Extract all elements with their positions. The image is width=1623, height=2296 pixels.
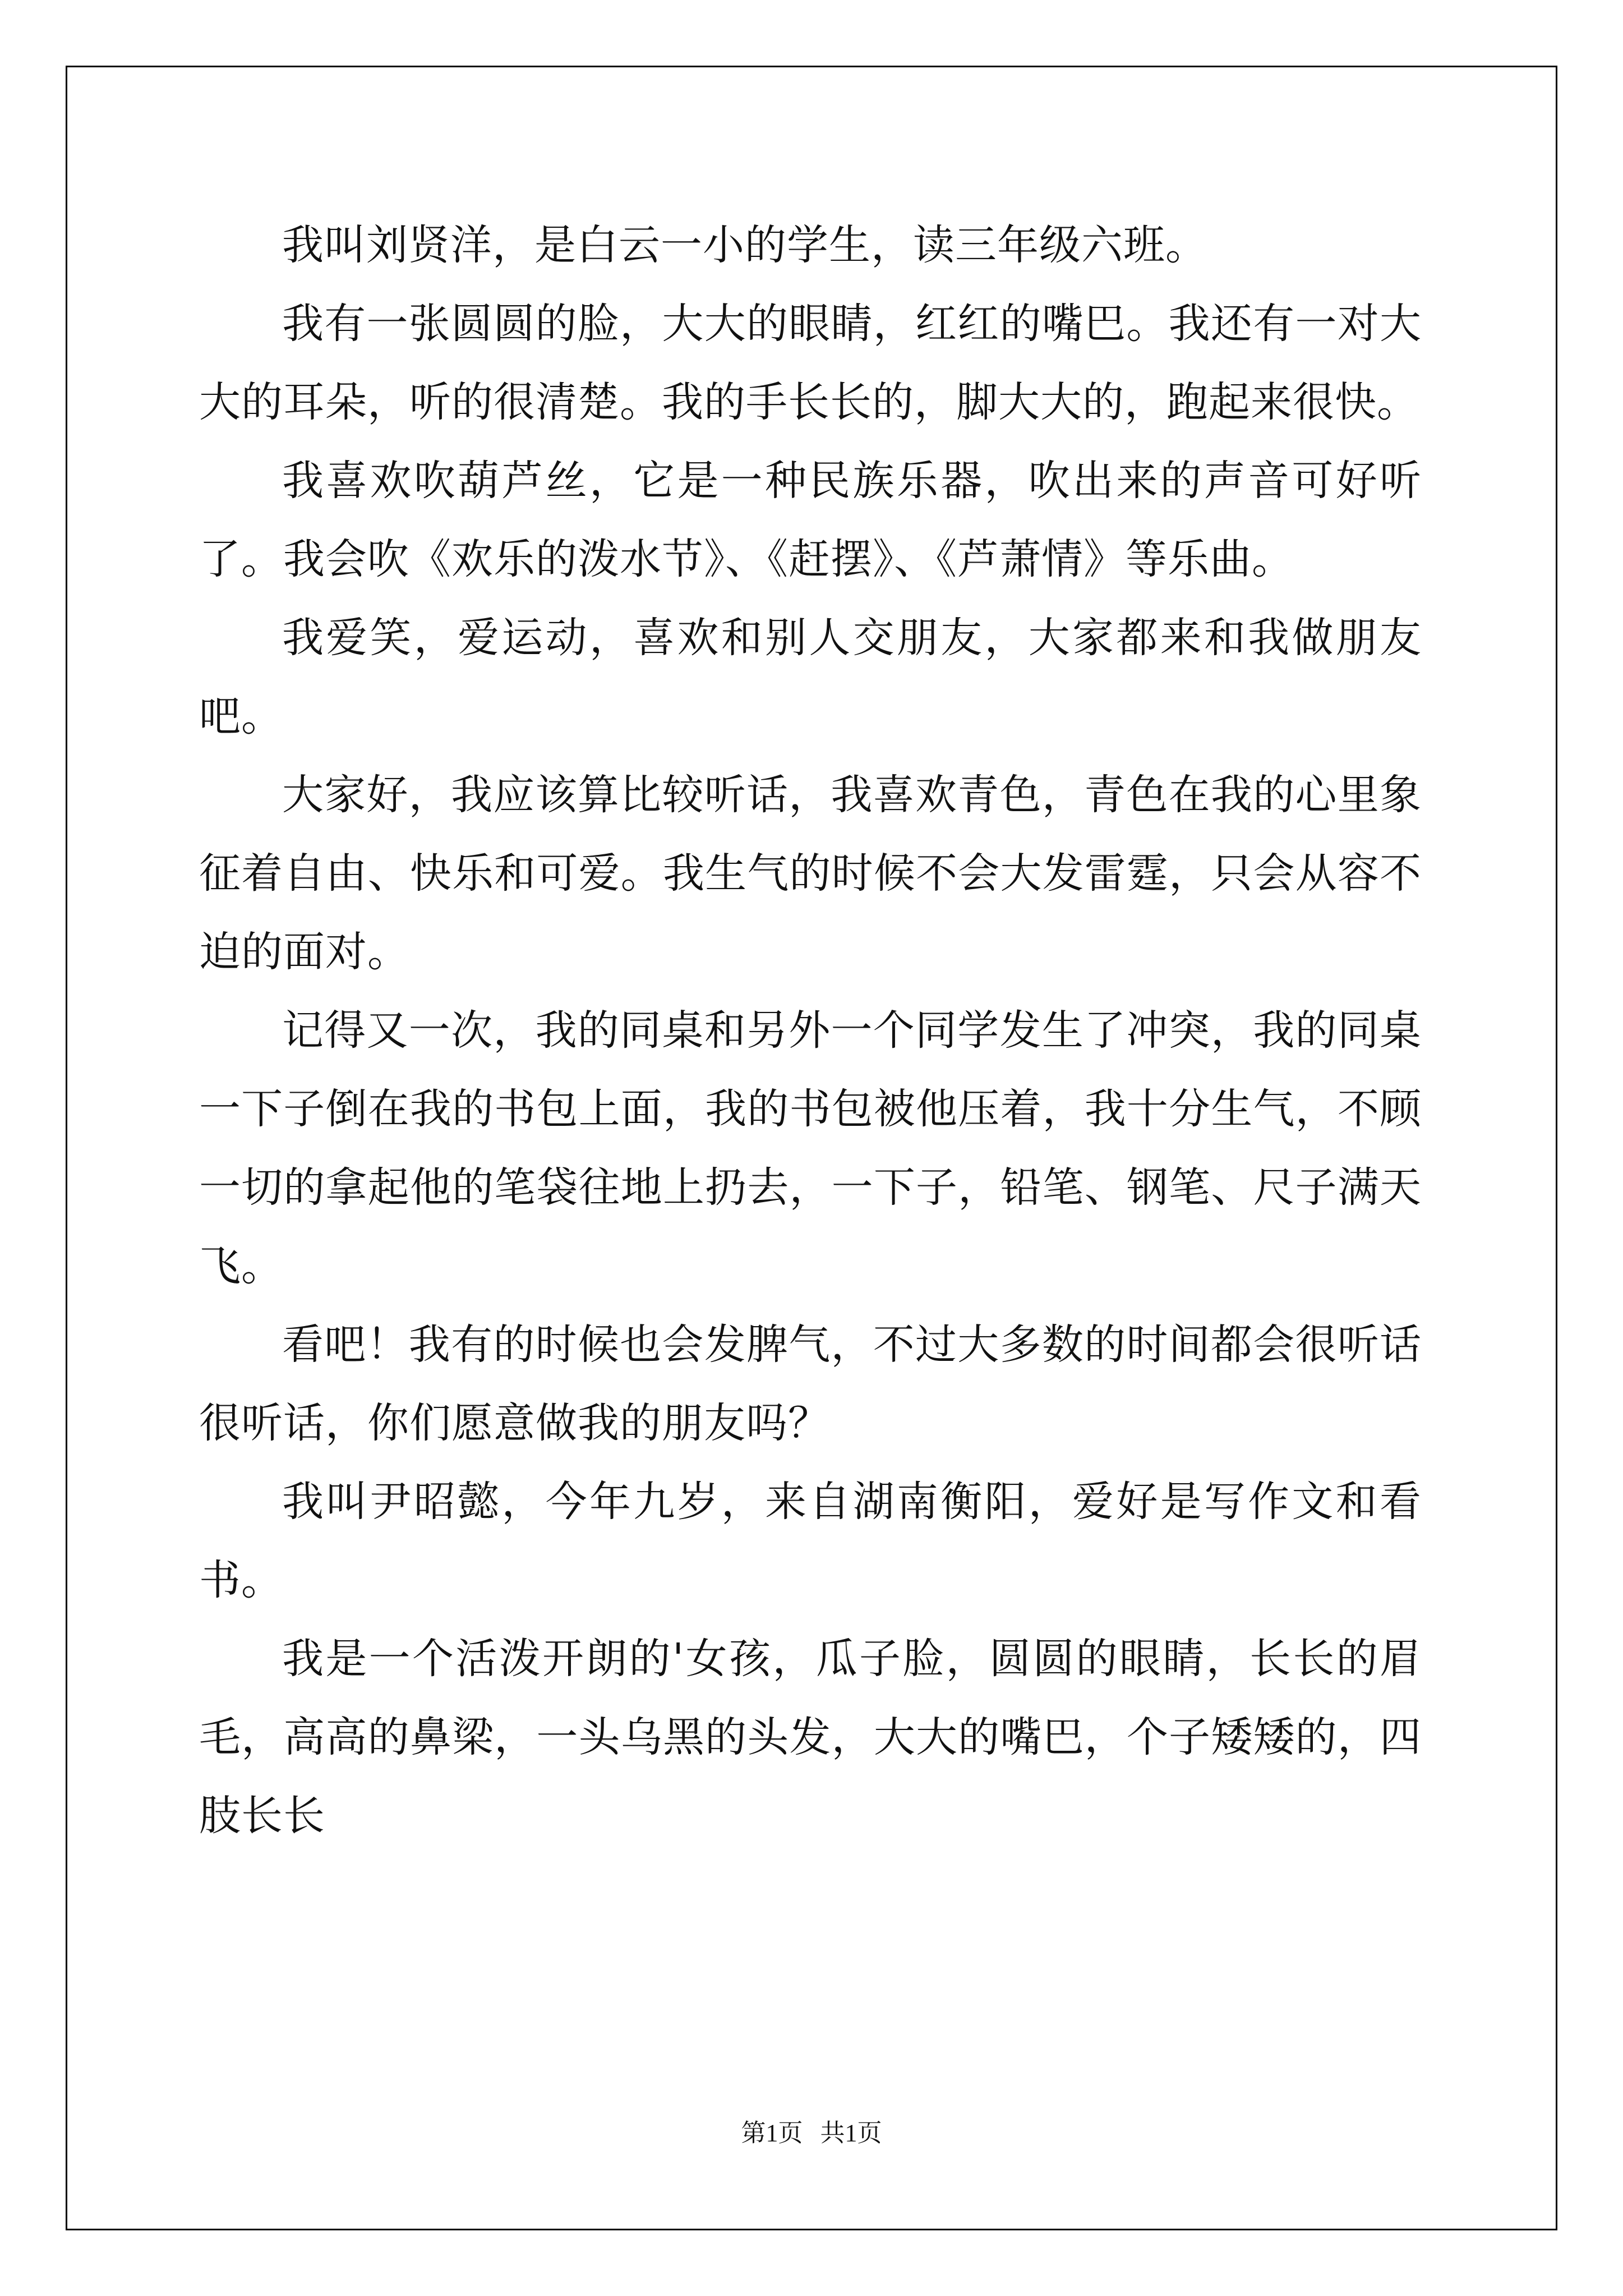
paragraph: 看吧！我有的时候也会发脾气，不过大多数的时间都会很听话很听话，你们愿意做我的朋友吗？ <box>199 1320 1422 1447</box>
page-footer <box>0 2118 1623 2149</box>
page-number-current: 第1页 <box>741 2119 803 2147</box>
paragraph: 我叫尹昭懿，今年九岁，来自湖南衡阳，爱好是写作文和看书。 <box>199 1478 1422 1604</box>
page-number-total: 共1页 <box>820 2119 882 2147</box>
paragraph: 大家好，我应该算比较听话，我喜欢青色，青色在我的心里象征着自由、快乐和可爱。我生气的时候不会大发雷霆，只会从容不迫的面对。 <box>199 771 1422 976</box>
paragraph: 我是一个活泼开朗的'女孩，瓜子脸，圆圆的眼睛，长长的眉毛，高高的鼻梁，一头乌黑的头发，大大的嘴巴，个子矮矮的，四肢长长 <box>199 1635 1422 1840</box>
document-body <box>199 206 1422 1855</box>
paragraph: 我叫刘贤洋，是白云一小的学生，读三年级六班。 <box>282 221 1207 269</box>
paragraph: 我有一张圆圆的脸，大大的眼睛，红红的嘴巴。我还有一对大大的耳朵，听的很清楚。我的手长长的，脚大大的，跑起来很快。 <box>199 300 1422 426</box>
paragraph: 记得又一次，我的同桌和另外一个同学发生了冲突，我的同桌一下子倒在我的书包上面，我的书包被他压着，我十分生气，不顾一切的拿起他的笔袋往地上扔去，一下子，铅笔、钢笔、尺子满天飞。 <box>199 1006 1422 1290</box>
paragraph: 我喜欢吹葫芦丝，它是一种民族乐器，吹出来的声音可好听了。我会吹《欢乐的泼水节》、《赶摆》、《芦萧情》等乐曲。 <box>199 457 1422 583</box>
paragraph: 我爱笑，爱运动，喜欢和别人交朋友，大家都来和我做朋友吧。 <box>199 614 1422 740</box>
